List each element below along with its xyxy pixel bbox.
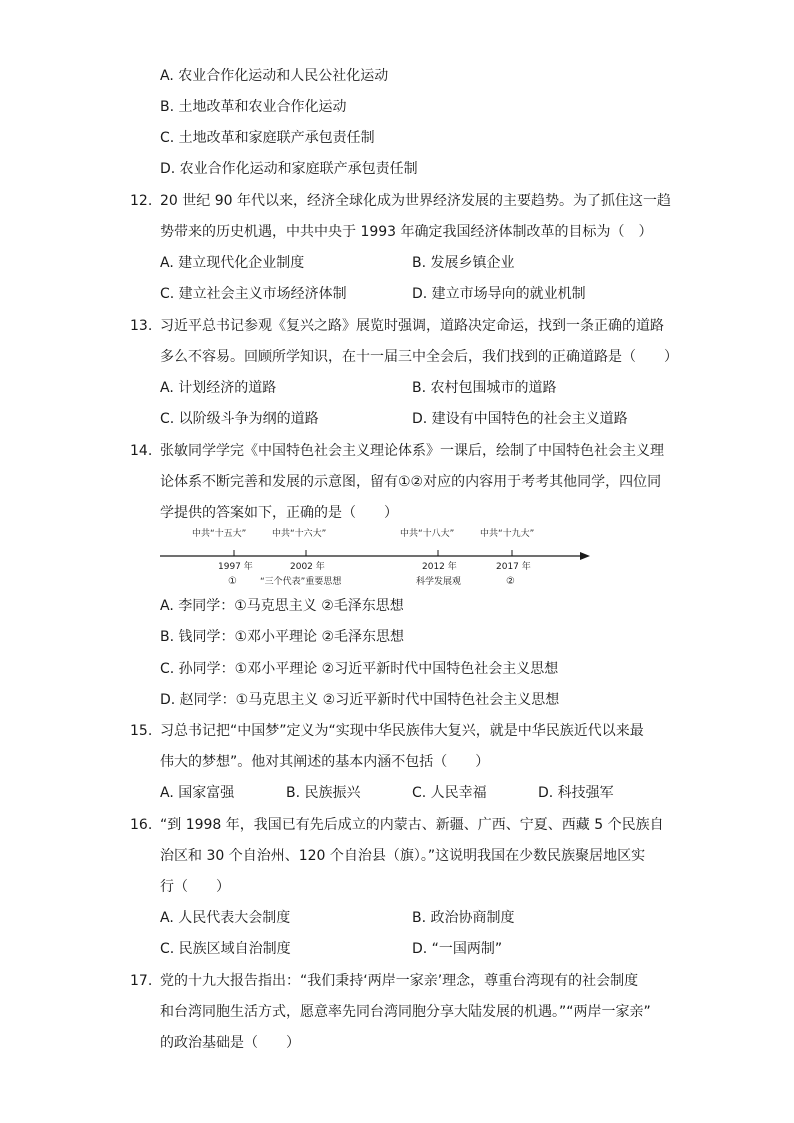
q15-option-a: A. 国家富强 [160,785,235,801]
q17-stem-line2: 和台湾同胞生活方式，愿意率先同台湾同胞分享大陆发展的机遇。”“两岸一家亲” [160,1004,651,1020]
q11-option-a: A. 农业合作化运动和人民公社化运动 [160,68,389,84]
timeline-scientific-outlook: 科学发展观 [416,577,462,587]
q16-option-a: A. 人民代表大会制度 [160,910,291,926]
q11-option-d: D. 农业合作化运动和家庭联产承包责任制 [160,161,418,177]
q11-option-c: C. 土地改革和家庭联产承包责任制 [160,130,375,146]
q14-option-d: D. 赵同学：①马克思主义 ②习近平新时代中国特色社会主义思想 [160,692,560,708]
timeline-three-represents: “三个代表”重要思想 [260,577,342,587]
timeline-year-2017: 2017 年 [496,562,531,572]
q14-stem-line1: 张敏同学学完《中国特色社会主义理论体系》一课后，绘制了中国特色社会主义理 [160,443,664,459]
q13-stem-line2: 多么不容易。回顾所学知识，在十一届三中全会后，我们找到的正确道路是（ ） [160,349,678,365]
q15-number: 15. [130,723,153,739]
q13-stem-line1: 习近平总书记参观《复兴之路》展览时强调，道路决定命运，找到一条正确的道路 [160,318,664,334]
timeline-congress-19: 中共“十九大” [480,529,535,539]
q16-option-b: B. 政治协商制度 [412,910,515,926]
timeline-congress-18: 中共“十八大” [400,529,455,539]
q14-stem-line2: 论体系不断完善和发展的示意图，留有①②对应的内容用于考考其他同学，四位同 [160,474,662,490]
q15-option-d: D. 科技强军 [538,785,614,801]
q16-stem-line1: “到 1998 年，我国已有先后成立的内蒙古、新疆、广西、宁夏、西藏 5 个民族自 [160,817,664,833]
q15-option-c: C. 人民幸福 [412,785,487,801]
timeline-year-2002: 2002 年 [290,562,325,572]
q15-option-b: B. 民族振兴 [286,785,361,801]
q14-stem-line3: 学提供的答案如下，正确的是（ ） [160,505,398,521]
q12-number: 12. [130,193,153,209]
q12-option-b: B. 发展乡镇企业 [412,255,515,271]
q12-stem-line2: 势带来的历史机遇，中共中央于 1993 年确定我国经济体制改革的目标为（ ） [160,224,653,240]
q13-option-c: C. 以阶级斗争为纲的道路 [160,411,319,427]
q16-stem-line3: 行（ ） [160,879,230,895]
timeline-arrowhead [580,552,590,560]
q12-option-a: A. 建立现代化企业制度 [160,255,305,271]
q12-option-c: C. 建立社会主义市场经济体制 [160,286,347,302]
q15-stem-line2: 伟大的梦想”。他对其阐述的基本内涵不包括（ ） [160,754,490,770]
q17-stem-line1: 党的十九大报告指出：“我们秉持‘两岸一家亲’理念，尊重台湾现有的社会制度 [160,973,639,989]
q14-option-c: C. 孙同学：①邓小平理论 ②习近平新时代中国特色社会主义思想 [160,661,559,677]
q17-stem-line3: 的政治基础是（ ） [160,1035,300,1051]
q13-option-d: D. 建设有中国特色的社会主义道路 [412,411,628,427]
q16-option-c: C. 民族区域自治制度 [160,941,291,957]
q16-number: 16. [130,817,153,833]
q13-option-a: A. 计划经济的道路 [160,380,277,396]
timeline-year-2012: 2012 年 [422,562,457,572]
q14-option-a: A. 李同学：①马克思主义 ②毛泽东思想 [160,598,404,614]
q15-stem-line1: 习总书记把“中国梦”定义为“实现中华民族伟大复兴，就是中华民族近代以来最 [160,723,644,739]
theory-timeline-diagram [160,524,590,590]
q13-option-b: B. 农村包围城市的道路 [412,380,557,396]
q14-number: 14. [130,443,153,459]
timeline-year-1997: 1997 年 [218,562,253,572]
q16-stem-line2: 治区和 30 个自治州、120 个自治县（旗）。”这说明我国在少数民族聚居地区实 [160,848,646,864]
timeline-congress-16: 中共“十六大” [272,529,327,539]
q11-option-b: B. 土地改革和农业合作化运动 [160,99,347,115]
timeline-blank-1: ① [228,576,237,587]
q13-number: 13. [130,318,153,334]
q14-option-b: B. 钱同学：①邓小平理论 ②毛泽东思想 [160,629,405,645]
timeline-blank-2: ② [506,576,515,587]
q12-stem-line1: 20 世纪 90 年代以来，经济全球化成为世界经济发展的主要趋势。为了抓住这一趋 [160,193,671,209]
timeline-congress-15: 中共“十五大” [192,529,247,539]
q17-number: 17. [130,973,153,989]
q16-option-d: D. “一国两制” [412,941,503,957]
q12-option-d: D. 建立市场导向的就业机制 [412,286,586,302]
